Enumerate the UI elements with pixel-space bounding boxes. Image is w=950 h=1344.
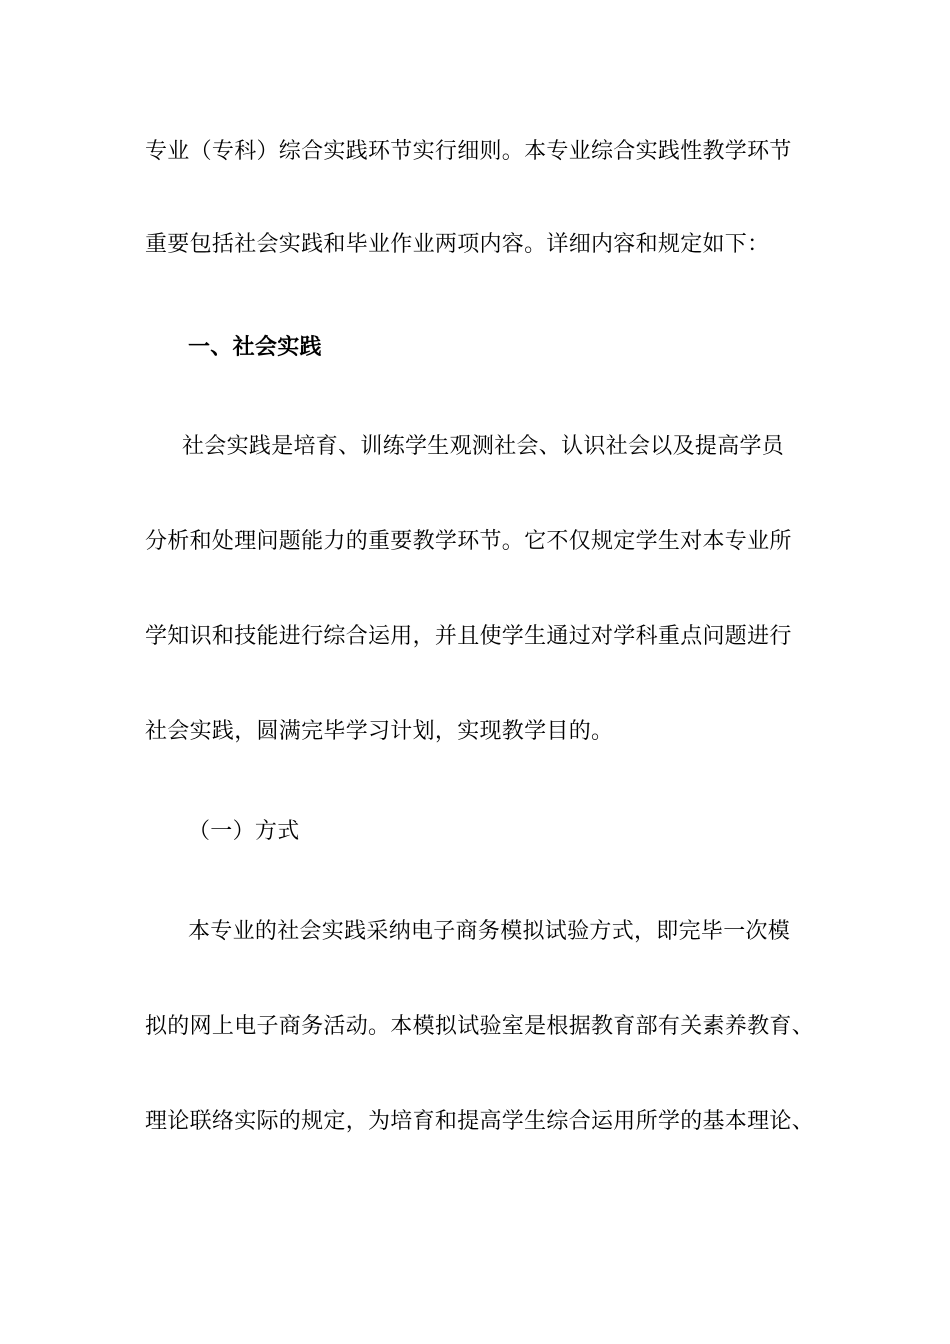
paragraph-line: 专业（专科）综合实践环节实行细则。本专业综合实践性教学环节 <box>145 139 792 164</box>
paragraph-line: 拟的网上电子商务活动。本模拟试验室是根据教育部有关素养教育、 <box>145 1014 815 1039</box>
paragraph-line: 学知识和技能进行综合运用，并且使学生通过对学科重点问题进行 <box>145 624 792 649</box>
paragraph-line: 社会实践是培育、训练学生观测社会、认识社会以及提高学员 <box>182 434 785 459</box>
paragraph-line: 本专业的社会实践采纳电子商务模拟试验方式，即完毕一次模 <box>188 919 791 944</box>
paragraph-line: 理论联络实际的规定，为培育和提高学生综合运用所学的基本理论、 <box>145 1109 815 1134</box>
subsection-heading: （一）方式 <box>188 819 300 844</box>
paragraph-line: 分析和处理问题能力的重要教学环节。它不仅规定学生对本专业所 <box>145 529 792 554</box>
paragraph-line: 社会实践，圆满完毕学习计划，实现教学目的。 <box>145 719 614 744</box>
paragraph-line: 重要包括社会实践和毕业作业两项内容。详细内容和规定如下： <box>145 232 770 257</box>
section-heading: 一、社会实践 <box>188 335 322 360</box>
